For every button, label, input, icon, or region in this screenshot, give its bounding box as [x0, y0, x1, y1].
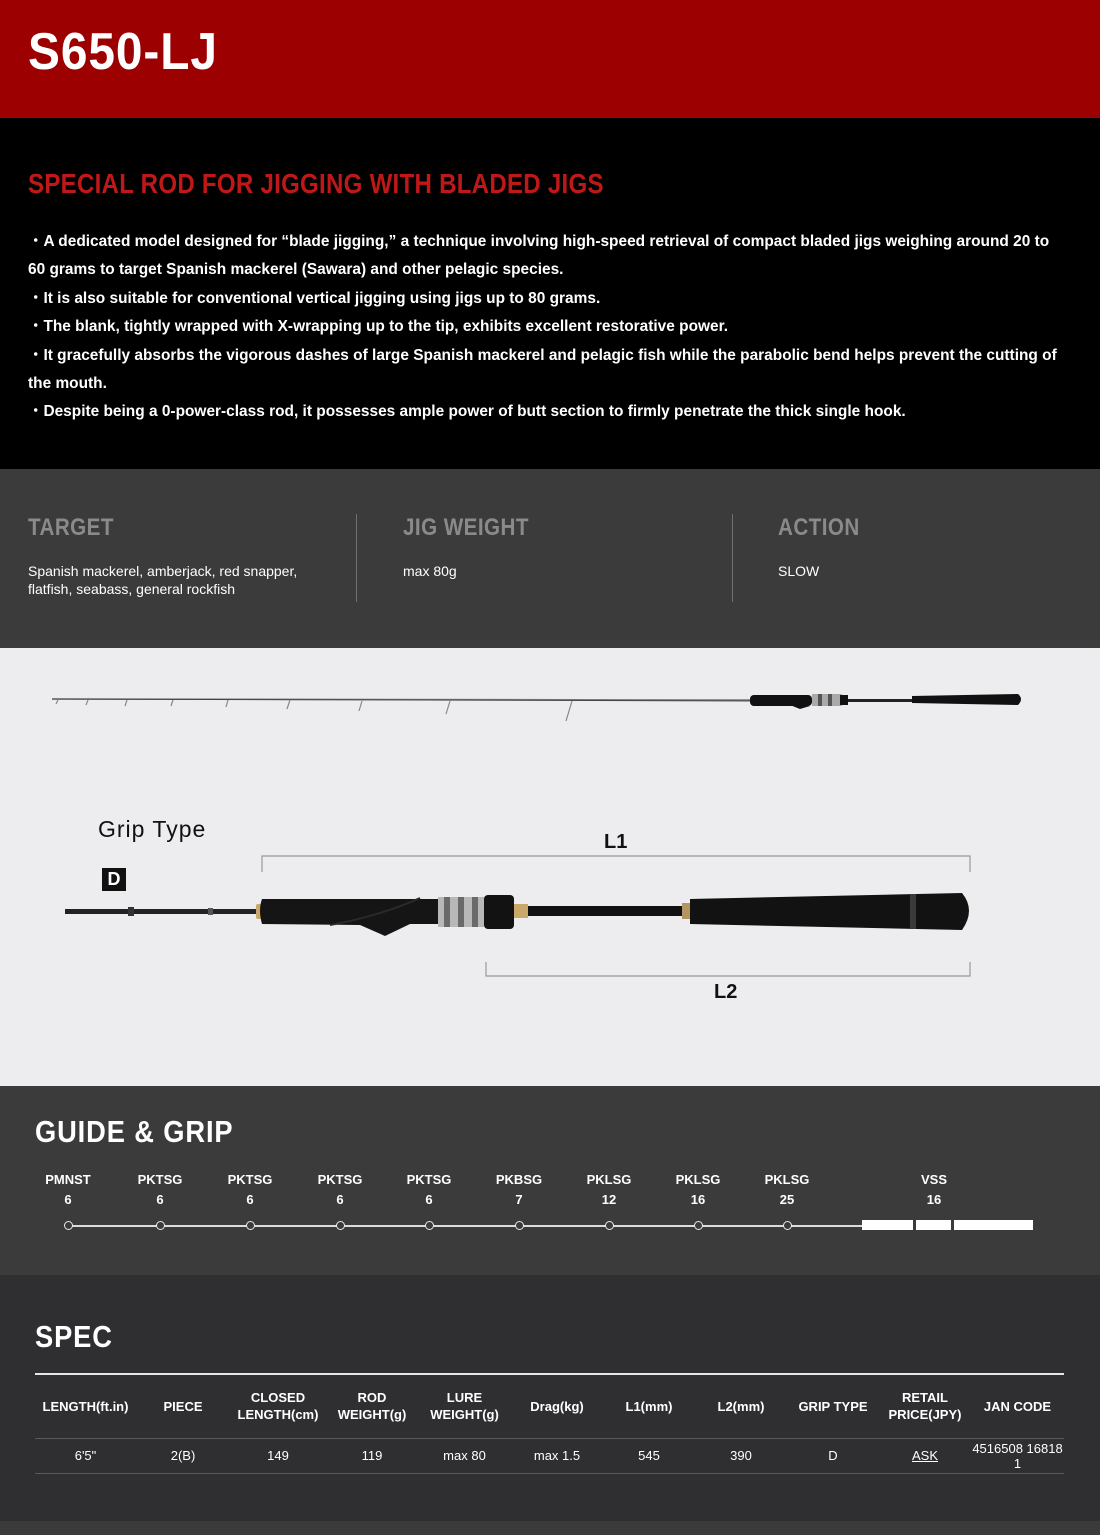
guide-size: 16 — [690, 1192, 706, 1207]
guide-name: PKTSG — [227, 1172, 273, 1187]
spec-cell: 2(B) — [136, 1438, 230, 1473]
guide-item — [569, 1170, 649, 1210]
spec-table — [35, 1373, 1064, 1474]
guide-dot — [515, 1221, 524, 1230]
full-rod-image — [52, 694, 1021, 721]
feature-item: ・The blank, tightly wrapped with X-wrapping up to the tip, exhibits excellent restorative power. — [28, 318, 729, 336]
guide-size: 6 — [64, 1192, 72, 1207]
guide-item — [300, 1170, 380, 1210]
feature-list — [28, 228, 1058, 427]
jig-weight-title: JIG WEIGHT — [403, 514, 529, 541]
guide-size: 12 — [601, 1192, 617, 1207]
guide-dot — [156, 1221, 165, 1230]
jig-weight-value: max 80g — [403, 563, 457, 579]
spec-header: JAN CODE — [983, 1398, 1052, 1414]
feature-item: ・It is also suitable for conventional vertical jigging using jigs up to 80 grams. — [28, 289, 601, 307]
divider — [732, 514, 733, 602]
spec-header: PIECE — [163, 1398, 203, 1414]
spec-cell: D — [787, 1438, 879, 1473]
spec-cell: max 1.5 — [511, 1438, 603, 1473]
ask-price-link[interactable]: ASK — [911, 1448, 938, 1463]
info-section — [0, 469, 1100, 648]
model-title: S650-LJ — [28, 23, 218, 81]
intro-section — [0, 118, 1100, 469]
guide-item — [210, 1170, 290, 1210]
guide-name: PKTSG — [317, 1172, 363, 1187]
guide-item — [479, 1170, 559, 1210]
spec-header: CLOSED LENGTH(cm) — [237, 1390, 319, 1423]
feature-item: ・It gracefully absorbs the vigorous dashes of large Spanish mackerel and pelagic fish while the parabolic bend helps prevent the cutting of the mouth. — [28, 346, 1057, 393]
rod-figure — [0, 648, 1100, 1086]
spec-header: Drag(kg) — [530, 1398, 584, 1414]
guide-size: 25 — [779, 1192, 795, 1207]
spec-header: RETAIL PRICE(JPY) — [888, 1390, 962, 1423]
spec-header: LURE WEIGHT(g) — [430, 1390, 499, 1423]
intro-heading: SPECIAL ROD FOR JIGGING WITH BLADED JIGS — [28, 168, 604, 199]
guide-item — [658, 1170, 738, 1210]
spec-cell: 6'5" — [35, 1438, 136, 1473]
reel-seat-name: VSS — [920, 1172, 947, 1187]
spec-cell: 4516508 16818 1 — [971, 1438, 1064, 1473]
feature-item: ・Despite being a 0-power-class rod, it possesses ample power of butt section to firmly penetrate the thick single hook. — [28, 403, 906, 421]
guide-grip-section — [0, 1086, 1100, 1275]
l1-label: L1 — [604, 831, 628, 853]
spec-title: SPEC — [35, 1319, 113, 1354]
grip-type-badge: D — [102, 868, 126, 891]
action-value: SLOW — [778, 563, 820, 579]
guide-size: 7 — [515, 1192, 523, 1207]
guide-name: PKLSG — [586, 1172, 632, 1187]
spec-cell: max 80 — [418, 1438, 511, 1473]
guide-name: PKTSG — [137, 1172, 183, 1187]
guide-dot — [246, 1221, 255, 1230]
spec-header: ROD WEIGHT(g) — [337, 1390, 407, 1423]
spec-header: GRIP TYPE — [798, 1398, 868, 1414]
guide-item — [389, 1170, 469, 1210]
spec-header: L1(mm) — [625, 1398, 673, 1414]
reel-seat-size: 16 — [926, 1192, 942, 1207]
divider — [356, 514, 357, 602]
guide-size: 6 — [425, 1192, 433, 1207]
spec-header-row — [35, 1374, 1064, 1438]
guide-dot — [783, 1221, 792, 1230]
guide-item — [120, 1170, 200, 1210]
target-value: Spanish mackerel, amberjack, red snapper, flatfish, seabass, general rockfish — [28, 563, 298, 597]
guide-dot — [64, 1221, 73, 1230]
guide-name: PKLSG — [675, 1172, 721, 1187]
jig-weight-block — [403, 514, 703, 602]
spec-cell: 149 — [230, 1438, 326, 1473]
page-header — [0, 0, 1100, 118]
guide-dot — [425, 1221, 434, 1230]
price-cell — [879, 1438, 971, 1473]
guide-grip-title: GUIDE & GRIP — [35, 1114, 234, 1149]
guide-size: 6 — [156, 1192, 164, 1207]
spec-cell: 390 — [695, 1438, 787, 1473]
guide-size: 6 — [246, 1192, 254, 1207]
grip-type-label: Grip Type — [98, 816, 207, 842]
guide-size: 6 — [336, 1192, 344, 1207]
spec-section — [0, 1275, 1100, 1535]
grip-segment — [916, 1220, 951, 1230]
spec-header: LENGTH(ft.in) — [42, 1398, 129, 1414]
target-title: TARGET — [28, 514, 114, 541]
rod-illustration — [0, 648, 1100, 1086]
guide-item — [747, 1170, 827, 1210]
reel-seat-item — [894, 1170, 974, 1210]
guide-name: PKLSG — [764, 1172, 810, 1187]
grip-detail-image — [65, 893, 969, 936]
l2-label: L2 — [714, 981, 738, 1003]
target-block — [28, 514, 328, 602]
grip-segment — [862, 1220, 913, 1230]
grip-segment — [954, 1220, 1033, 1230]
guide-name: PKBSG — [495, 1172, 543, 1187]
spec-cell: 545 — [603, 1438, 695, 1473]
guide-dot — [605, 1221, 614, 1230]
guide-dot — [694, 1221, 703, 1230]
guide-name: PKTSG — [406, 1172, 452, 1187]
spec-header: L2(mm) — [717, 1398, 765, 1414]
action-block — [778, 514, 1078, 602]
feature-item: ・A dedicated model designed for “blade jigging,” a technique involving high-speed retrieval of compact bladed jigs weighing around 20 to 60 grams to target Spanish mackerel (Sawara) and other pelagic species. — [28, 233, 1050, 279]
guide-item — [28, 1170, 108, 1210]
spec-cell: 119 — [326, 1438, 418, 1473]
footer-band — [0, 1521, 1100, 1535]
guide-line — [68, 1225, 862, 1227]
action-title: ACTION — [778, 514, 860, 541]
table-row — [35, 1438, 1064, 1473]
guide-dot — [336, 1221, 345, 1230]
guide-name: PMNST — [45, 1172, 91, 1187]
